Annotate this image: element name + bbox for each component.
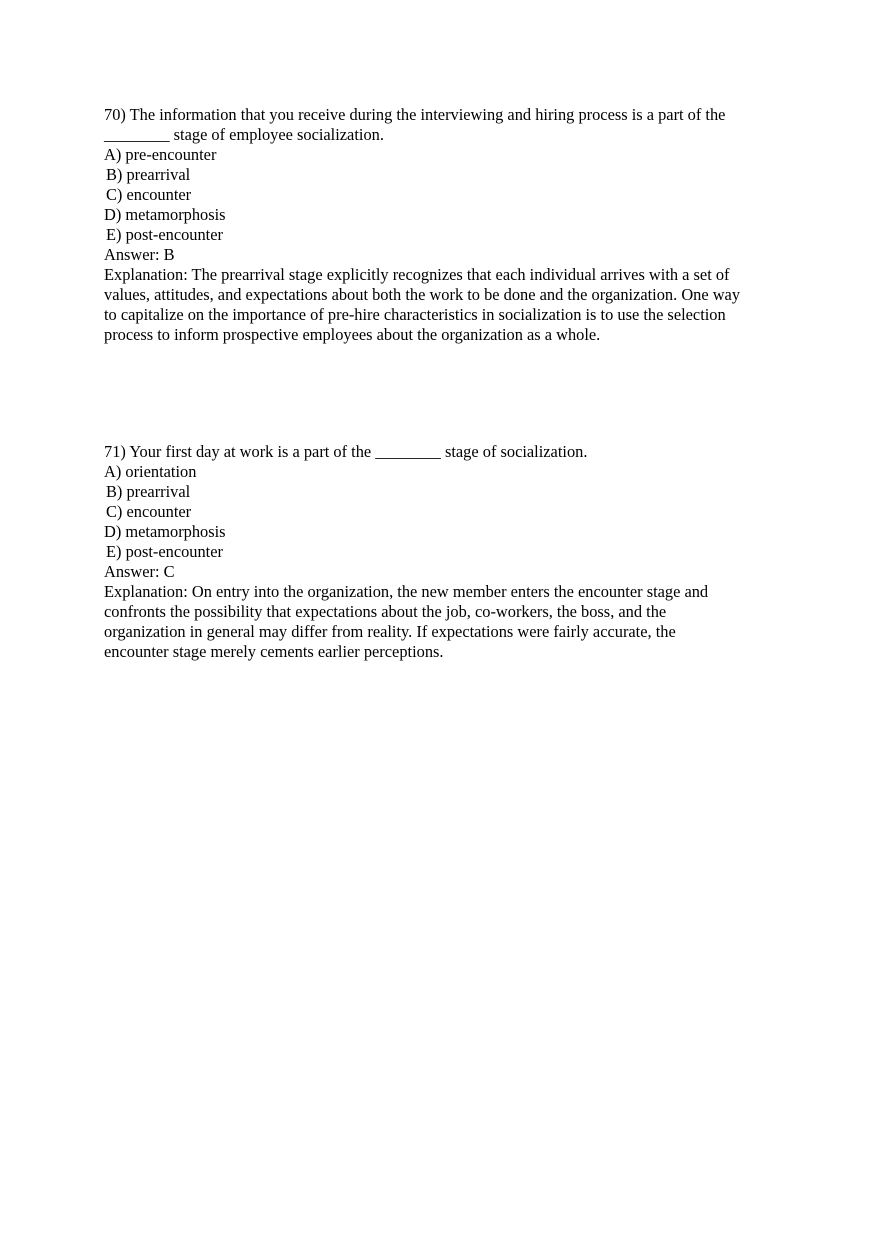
explanation-line: values, attitudes, and expectations about both the work to be done and the organization. One way (104, 285, 741, 304)
option-e: E) post-encounter (106, 542, 223, 561)
explanation-line: process to inform prospective employees about the organization as a whole. (104, 325, 601, 344)
option-b: B) prearrival (106, 482, 191, 501)
option-d: D) metamorphosis (104, 522, 226, 541)
option-a: A) pre-encounter (104, 145, 217, 164)
question-stem: 71) Your first day at work is a part of the ________ stage of socialization. (104, 442, 588, 461)
question-71 (104, 442, 794, 662)
option-e: E) post-encounter (106, 225, 223, 244)
explanation-line: confronts the possibility that expectations about the job, co-workers, the boss, and the (104, 602, 667, 621)
explanation-line: encounter stage merely cements earlier perceptions. (104, 642, 444, 661)
option-a: A) orientation (104, 462, 197, 481)
explanation-line: Explanation: On entry into the organization, the new member enters the encounter stage and (104, 582, 709, 601)
explanation-line: to capitalize on the importance of pre-hire characteristics in socialization is to use the selection (104, 305, 726, 324)
question-stem: 70) The information that you receive during the interviewing and hiring process is a part of the (104, 105, 726, 124)
explanation-line: organization in general may differ from reality. If expectations were fairly accurate, the (104, 622, 676, 641)
option-d: D) metamorphosis (104, 205, 226, 224)
answer: Answer: B (104, 245, 175, 264)
question-stem-continued: ________ stage of employee socialization. (104, 125, 384, 144)
question-70 (104, 105, 794, 345)
option-b: B) prearrival (106, 165, 191, 184)
option-c: C) encounter (106, 185, 192, 204)
answer: Answer: C (104, 562, 175, 581)
option-c: C) encounter (106, 502, 192, 521)
explanation-line: Explanation: The prearrival stage explicitly recognizes that each individual arrives with a set of (104, 265, 730, 284)
